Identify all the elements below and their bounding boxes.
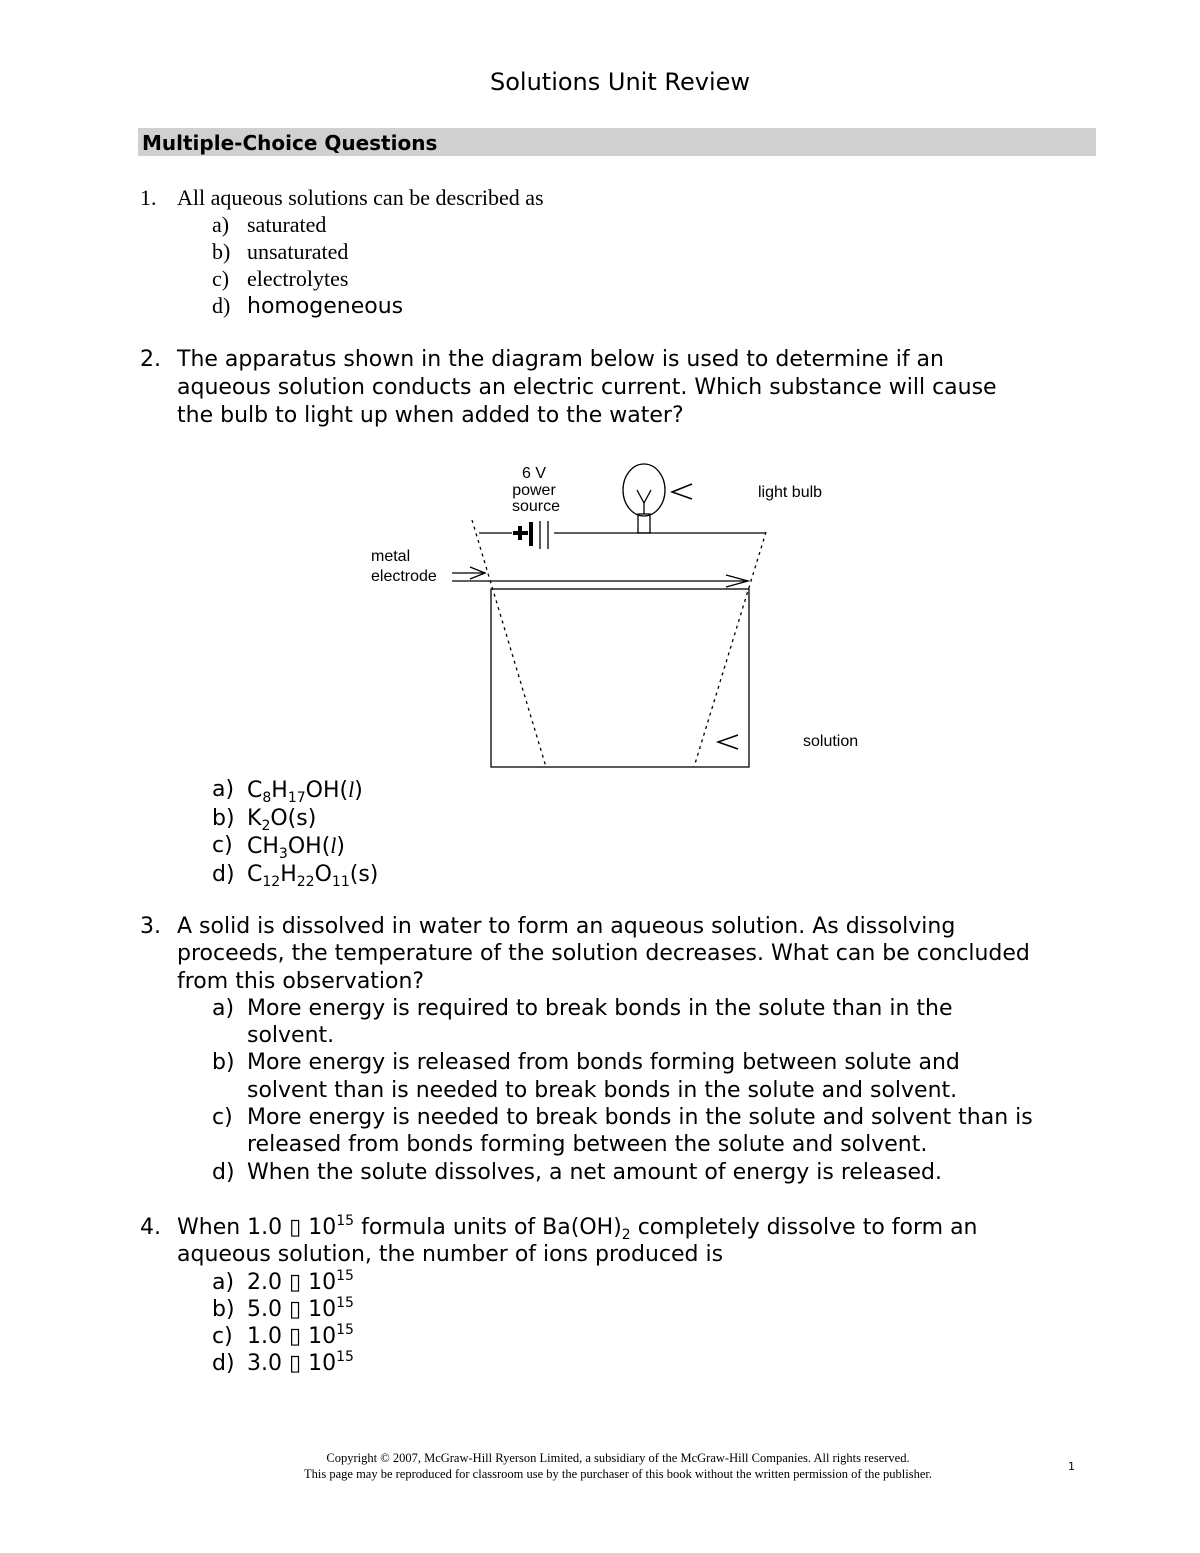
power-label-line3: source	[511, 498, 561, 515]
option-letter: d)	[212, 293, 231, 318]
power-label-line1: 6 V	[521, 465, 547, 482]
formula-part: )	[336, 834, 345, 859]
formula	[247, 777, 363, 806]
formula-part: )	[354, 778, 363, 803]
bulb-glass	[623, 464, 665, 516]
text-part: completely dissolve to form an	[630, 1215, 978, 1240]
option-c	[138, 1323, 1098, 1350]
option-text-line: More energy is required to break bonds in the solute than in the	[247, 995, 953, 1021]
option-d	[138, 1350, 1098, 1377]
text-part: formula units of Ba(OH)	[354, 1215, 622, 1240]
reproduction-notice: This page may be reproduced for classroom use by the purchaser of this book without the written permission of the publisher.	[304, 1467, 932, 1481]
option-letter: a)	[212, 777, 235, 802]
question-2	[138, 346, 1098, 430]
copyright-line: Copyright © 2007, McGraw-Hill Ryerson Limited, a subsidiary of the McGraw-Hill Companies. All rights reserved.	[326, 1451, 910, 1465]
question-text-line: proceeds, the temperature of the solution decreases. What can be concluded	[177, 941, 1030, 967]
formula-part: K	[247, 805, 262, 831]
formula-part: C	[247, 861, 263, 887]
electrode-label-line1: metal	[371, 548, 411, 565]
right-electrode-line	[694, 532, 766, 767]
formula-part: H	[280, 861, 297, 887]
formula	[247, 861, 379, 890]
question-text-line: A solid is dissolved in water to form an aqueous solution. As dissolving	[177, 914, 956, 939]
formula-subscript: 8	[262, 790, 272, 806]
page-title: Solutions Unit Review	[489, 68, 750, 96]
formula-part: C	[247, 778, 263, 803]
exponent: 15	[336, 1267, 354, 1284]
formula-part: CH	[247, 834, 279, 859]
page-number: 1	[1068, 1460, 1075, 1473]
formula-subscript: 3	[278, 846, 288, 862]
option-c	[138, 265, 1098, 292]
question-text: All aqueous solutions can be described as	[177, 185, 544, 210]
option-letter: c)	[212, 1324, 233, 1350]
question-text-line: aqueous solution, the number of ions produced is	[177, 1242, 724, 1268]
bulb-base	[638, 514, 650, 533]
text-part: When 1.0 ▯ 10	[177, 1215, 337, 1240]
question-number: 1.	[140, 185, 157, 210]
option-text-line: released from bonds forming between the solute and solvent.	[247, 1132, 928, 1158]
beaker-rect	[491, 589, 749, 767]
option-text-line: solvent.	[247, 1023, 335, 1049]
option-letter: d)	[212, 1351, 235, 1377]
formula-subscript: 17	[287, 790, 306, 806]
exponent: 15	[336, 1213, 355, 1229]
exponent: 15	[336, 1349, 354, 1366]
option-d	[138, 1159, 1098, 1186]
formula-part: H	[271, 778, 288, 803]
formula-subscript: 2	[261, 817, 271, 834]
option-letter: a)	[212, 1269, 235, 1295]
power-label-line2: power	[512, 482, 556, 499]
question-4	[138, 1214, 1098, 1378]
formula-part: O(s)	[270, 805, 317, 831]
option-letter: b)	[212, 1296, 235, 1322]
question-number: 2.	[140, 347, 161, 372]
solution-label: solution	[803, 733, 859, 750]
formula-part: OH(	[287, 834, 331, 859]
option-a	[138, 995, 1098, 1050]
formula-part: OH(	[305, 778, 349, 803]
option-text-line: solvent than is needed to break bonds in the solute and solvent.	[247, 1077, 958, 1103]
option-letter: b)	[212, 805, 235, 831]
exponent: 15	[336, 1322, 354, 1339]
option-b	[138, 238, 1098, 265]
formula-state: l	[330, 833, 337, 858]
option-letter: b)	[212, 239, 231, 264]
option-letter: a)	[212, 995, 235, 1021]
question-number: 3.	[140, 914, 161, 939]
option-text: unsaturated	[247, 239, 349, 264]
question-text-line: The apparatus shown in the diagram below is used to determine if an	[177, 347, 944, 372]
bulb-filament	[637, 490, 651, 503]
question-1	[138, 184, 1098, 320]
question-text-line: aqueous solution conducts an electric current. Which substance will cause	[177, 375, 997, 400]
option-value: 3.0 ▯ 10	[247, 1351, 337, 1377]
formula-subscript: 11	[331, 873, 350, 890]
option-letter: d)	[212, 861, 235, 887]
question-2-options	[138, 776, 1098, 888]
question-3	[138, 913, 1098, 1186]
question-text-line: the bulb to light up when added to the water?	[177, 403, 684, 428]
question-number: 4.	[140, 1215, 161, 1240]
option-b	[138, 1296, 1098, 1323]
option-text: homogeneous	[247, 294, 404, 319]
option-b	[138, 1049, 1098, 1104]
formula	[247, 833, 345, 862]
option-letter: b)	[212, 1050, 235, 1076]
formula-subscript: 22	[296, 873, 315, 890]
question-text-line: from this observation?	[177, 968, 425, 994]
option-text-line: When the solute dissolves, a net amount of energy is released.	[247, 1159, 943, 1185]
option-c	[138, 832, 1098, 861]
option-a	[138, 1269, 1098, 1296]
solution-pointer-arrow	[718, 735, 738, 749]
option-letter: c)	[212, 1105, 233, 1131]
option-b	[138, 805, 1098, 833]
option-value: 1.0 ▯ 10	[247, 1324, 337, 1350]
option-d	[138, 861, 1098, 889]
option-value: 2.0 ▯ 10	[247, 1269, 337, 1295]
formula	[247, 805, 317, 834]
section-heading: Multiple-Choice Questions	[142, 131, 438, 155]
electrode-label-line2: electrode	[371, 568, 437, 585]
bulb-label: light bulb	[758, 484, 823, 501]
electrode-long-arrow-head	[726, 575, 748, 587]
formula-subscript: 12	[262, 873, 281, 890]
question-text-line	[138, 1214, 1098, 1241]
option-text-line: More energy is released from bonds forming between solute and	[247, 1050, 960, 1076]
option-text: saturated	[247, 212, 327, 237]
formula-subscript: 2	[621, 1227, 631, 1243]
exponent: 15	[336, 1294, 354, 1311]
option-value: 5.0 ▯ 10	[247, 1296, 337, 1322]
option-letter: a)	[212, 212, 230, 237]
option-a	[138, 211, 1098, 238]
formula-part: O	[314, 861, 332, 887]
left-electrode-line	[472, 520, 546, 767]
option-text-line: More energy is needed to break bonds in the solute and solvent than is	[247, 1105, 1033, 1131]
option-c	[138, 1104, 1098, 1159]
bulb-pointer-arrow	[672, 484, 692, 499]
option-d	[138, 292, 1098, 320]
electrode-pointer-head	[470, 567, 485, 579]
option-text: electrolytes	[247, 266, 349, 291]
option-letter: c)	[212, 266, 230, 291]
option-a	[138, 776, 1098, 805]
option-letter: d)	[212, 1159, 235, 1185]
option-letter: c)	[212, 833, 233, 858]
copyright-footer	[0, 1450, 1200, 1482]
formula-state: l	[348, 777, 355, 802]
formula-part: (s)	[349, 861, 379, 887]
